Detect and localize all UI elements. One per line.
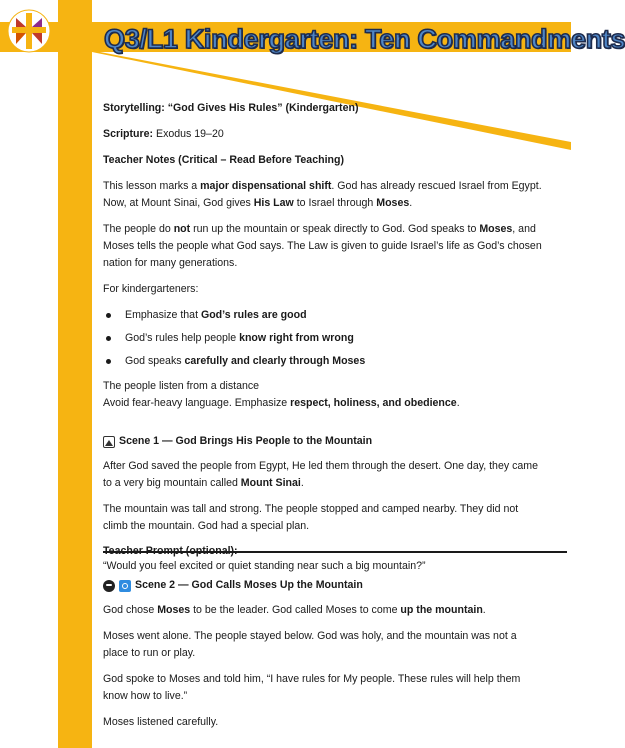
text-run: run up the mountain or speak directly to God. God speaks to [190, 223, 480, 235]
scene-1-heading-text: Scene 1 — God Brings His People to the Mountain [119, 435, 373, 447]
list-item [103, 330, 543, 347]
scene-2-paragraph-2: Moses went alone. The people stayed below. God was holy, and the mountain was not a place to run or play. [103, 630, 517, 659]
list-item [103, 307, 543, 324]
text-run: God chose [103, 604, 158, 616]
text-run-bold: Moses [376, 197, 410, 209]
text-run-bold: major dispensational shift [200, 180, 332, 192]
scene-1-heading [103, 433, 543, 450]
text-run: to Israel through [293, 197, 377, 209]
text-run: Avoid fear-heavy language. Emphasize [103, 397, 291, 409]
intro-paragraph-1 [103, 178, 543, 212]
kinder-bullet-list [103, 307, 543, 370]
scene-2-paragraph-1 [103, 602, 543, 619]
text-run-bold: know right from wrong [239, 332, 354, 344]
text-run: . [300, 477, 304, 489]
text-run-bold: respect, holiness, and obedience [290, 397, 457, 409]
text-run: . [456, 397, 460, 409]
teacher-notes-heading: Teacher Notes (Critical – Read Before Teaching) [103, 154, 344, 166]
intro-paragraph-2 [103, 221, 543, 272]
scene-2-paragraph-4: Moses listened carefully. [103, 716, 219, 728]
blue-square-icon [119, 580, 131, 592]
scene-2-heading-text: Scene 2 — God Calls Moses Up the Mountain [135, 579, 363, 591]
scene-2-heading [103, 577, 543, 594]
lesson-intro [103, 100, 543, 583]
text-run: . God has already rescued Israel from Egypt. Now, at Mount Sinai, God gives [103, 180, 542, 209]
scripture-line [103, 126, 543, 143]
for-kindergarteners-label: For kindergarteners: [103, 283, 199, 295]
text-run-bold: Moses [157, 604, 191, 616]
teacher-prompt [103, 544, 543, 574]
scripture-value: Exodus 19–20 [156, 128, 224, 140]
text-run: . [409, 197, 413, 209]
distance-and-avoid-note [103, 378, 543, 412]
scene-1-paragraph-1 [103, 458, 543, 492]
text-run: This lesson marks a [103, 180, 201, 192]
cross-logo-icon [6, 8, 52, 54]
text-run-bold: Mount Sinai [240, 477, 301, 489]
text-run: After God saved the people from Egypt, He led them through the desert. One day, they came to a very big mountain called [103, 460, 538, 489]
scene-2-section [103, 577, 543, 740]
section-divider [103, 551, 567, 553]
text-run: , and Moses tells the people what God says. The Law is given to guide Israel’s life as God’s chosen nation for many generations. [103, 223, 542, 269]
text-run-bold: God’s rules are good [200, 309, 307, 321]
distance-line: The people listen from a distance [103, 380, 260, 392]
teacher-prompt-text: “Would you feel excited or quiet standing near such a big mountain?” [103, 560, 426, 572]
text-run-bold: Moses [479, 223, 513, 235]
text-run-bold: not [173, 223, 191, 235]
text-run-bold: His Law [253, 197, 294, 209]
text-run: God’s rules help people [125, 332, 240, 344]
scripture-label: Scripture: [103, 128, 154, 140]
page-title: Q3/L1 Kindergarten: Ten Commandments [104, 24, 625, 54]
text-run-bold: carefully and clearly through Moses [184, 355, 366, 367]
spacer [103, 421, 543, 433]
text-run: Emphasize that [125, 309, 201, 321]
text-run: The people do [103, 223, 174, 235]
scene-1-paragraph-2: The mountain was tall and strong. The people stopped and camped nearby. They did not climb the mountain. God had a special plan. [103, 503, 519, 532]
mountain-picture-icon [103, 436, 115, 448]
text-run-bold: up the mountain [400, 604, 483, 616]
scene-2-paragraph-3: God spoke to Moses and told him, “I have rules for My people. These rules will help them know how to live.” [103, 673, 521, 702]
list-item [103, 353, 543, 370]
text-run: . [482, 604, 486, 616]
storytelling-line: Storytelling: “God Gives His Rules” (Kindergarten) [103, 102, 359, 114]
text-run: God speaks [125, 355, 185, 367]
text-run: to be the leader. God called Moses to come [190, 604, 401, 616]
face-icon [103, 580, 115, 592]
